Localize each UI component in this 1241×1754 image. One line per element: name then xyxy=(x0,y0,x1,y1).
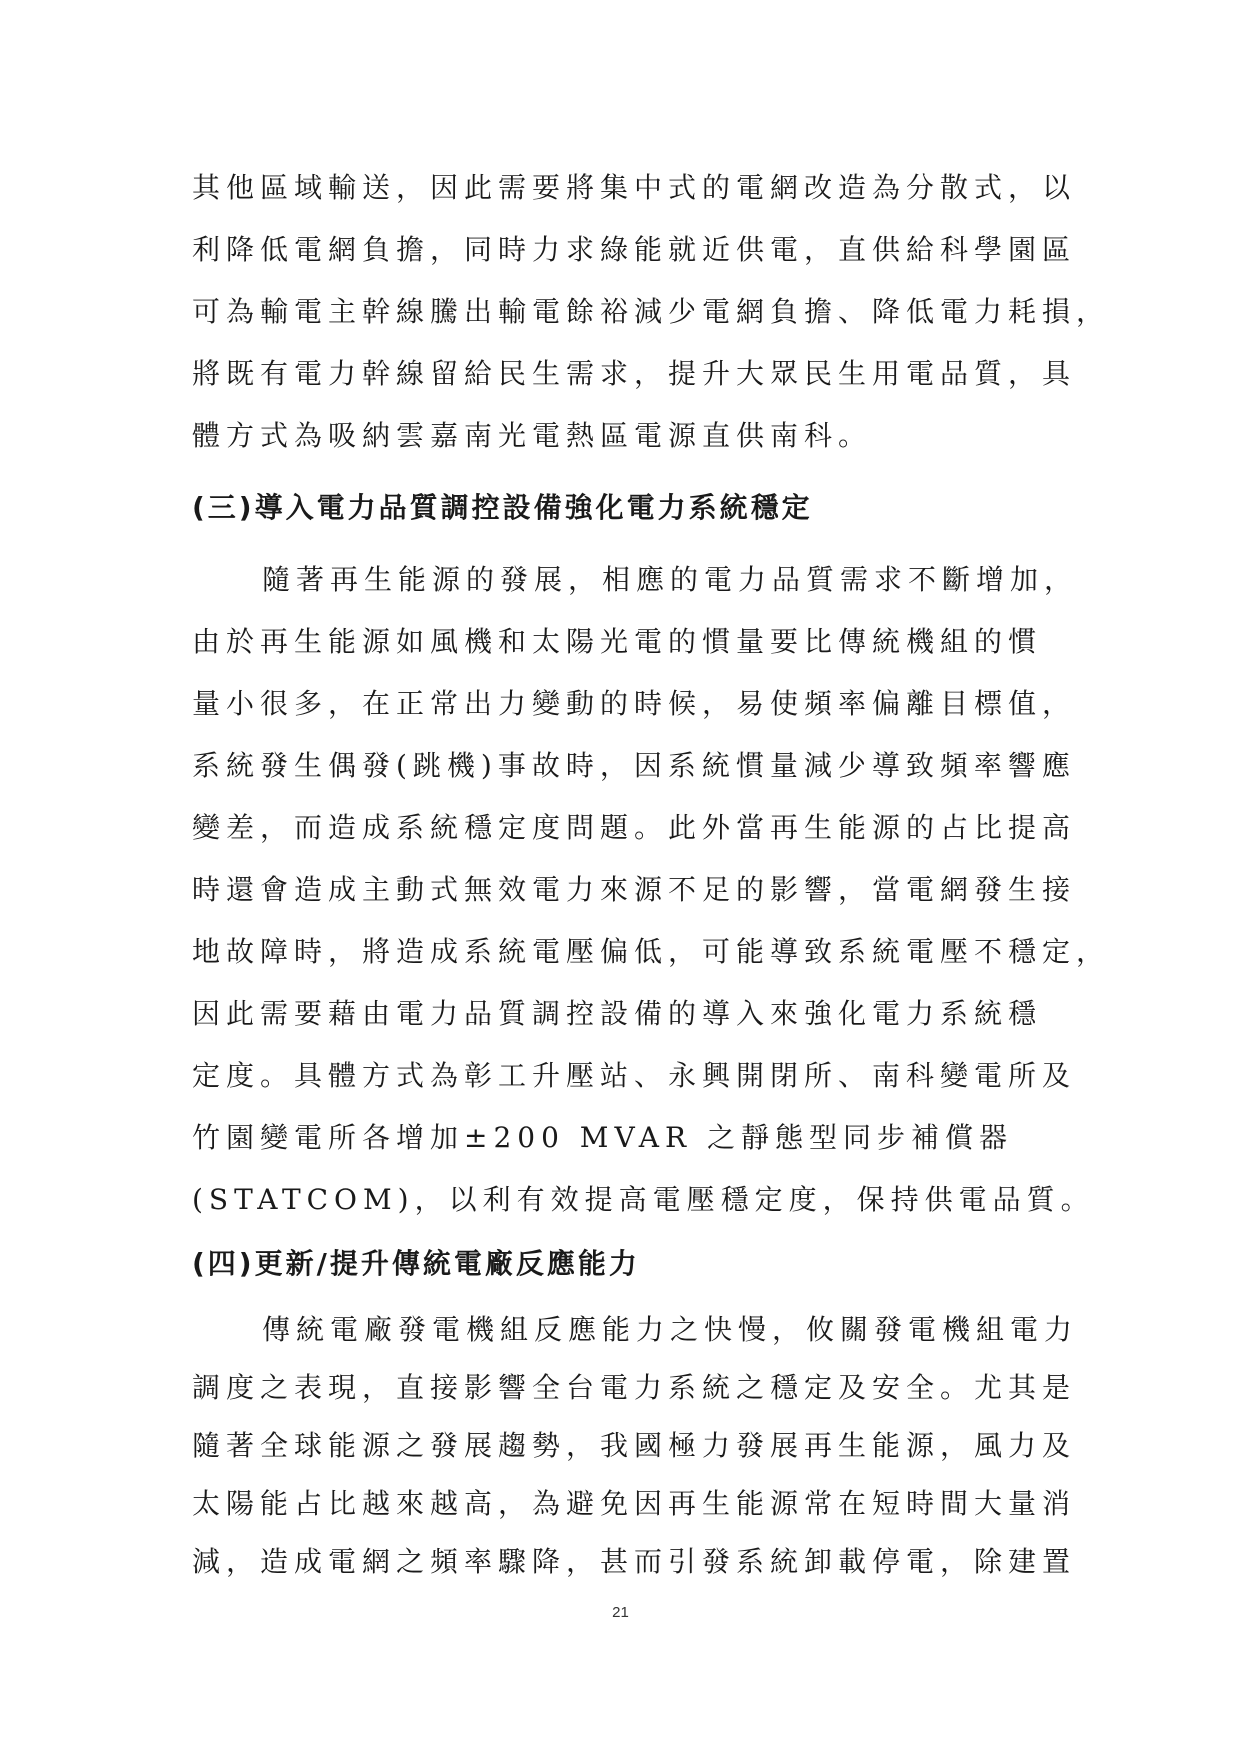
paragraph-line: 定度。具體方式為彰工升壓站、永興開閉所、南科變電所及 xyxy=(192,1059,1077,1092)
page-number: 21 xyxy=(612,1604,629,1621)
paragraph-line: 變差，而造成系統穩定度問題。此外當再生能源的占比提高 xyxy=(192,811,1077,844)
paragraph-line: 竹園變電所各增加±200 MVAR 之靜態型同步補償器 xyxy=(192,1121,1014,1154)
paragraph-line: 地故障時，將造成系統電壓偏低，可能導致系統電壓不穩定， xyxy=(192,935,1111,968)
paragraph-line: 其他區域輸送，因此需要將集中式的電網改造為分散式，以 xyxy=(192,171,1077,204)
paragraph-line: (STATCOM)，以利有效提高電壓穩定度，保持供電品質。 xyxy=(192,1183,1095,1216)
paragraph-line: 由於再生能源如風機和太陽光電的慣量要比傳統機組的慣 xyxy=(192,625,1043,658)
paragraph-line: 隨著全球能源之發展趨勢，我國極力發展再生能源，風力及 xyxy=(192,1429,1077,1462)
paragraph-line: 將既有電力幹線留給民生需求，提升大眾民生用電品質，具 xyxy=(192,357,1077,390)
section-heading-4: (四)更新/提升傳統電廠反應能力 xyxy=(192,1247,640,1280)
paragraph-line: 調度之表現，直接影響全台電力系統之穩定及安全。尤其是 xyxy=(192,1371,1077,1404)
section-heading-3: (三)導入電力品質調控設備強化電力系統穩定 xyxy=(192,491,813,524)
paragraph-line: 隨著再生能源的發展，相應的電力品質需求不斷增加， xyxy=(262,563,1079,596)
paragraph-line: 傳統電廠發電機組反應能力之快慢，攸關發電機組電力 xyxy=(262,1313,1079,1346)
paragraph-line: 時還會造成主動式無效電力來源不足的影響，當電網發生接 xyxy=(192,873,1077,906)
paragraph-line: 利降低電網負擔，同時力求綠能就近供電，直供給科學園區 xyxy=(192,233,1077,266)
paragraph-line: 可為輸電主幹線騰出輸電餘裕減少電網負擔、降低電力耗損， xyxy=(192,295,1111,328)
paragraph-line: 減，造成電網之頻率驟降，甚而引發系統卸載停電，除建置 xyxy=(192,1545,1077,1578)
paragraph-line: 因此需要藉由電力品質調控設備的導入來強化電力系統穩 xyxy=(192,997,1043,1030)
paragraph-line: 體方式為吸納雲嘉南光電熱區電源直供南科。 xyxy=(192,419,873,452)
paragraph-line: 量小很多，在正常出力變動的時候，易使頻率偏離目標值， xyxy=(192,687,1077,720)
paragraph-line: 太陽能占比越來越高，為避免因再生能源常在短時間大量消 xyxy=(192,1487,1077,1520)
paragraph-line: 系統發生偶發(跳機)事故時，因系統慣量減少導致頻率響應 xyxy=(192,749,1076,782)
